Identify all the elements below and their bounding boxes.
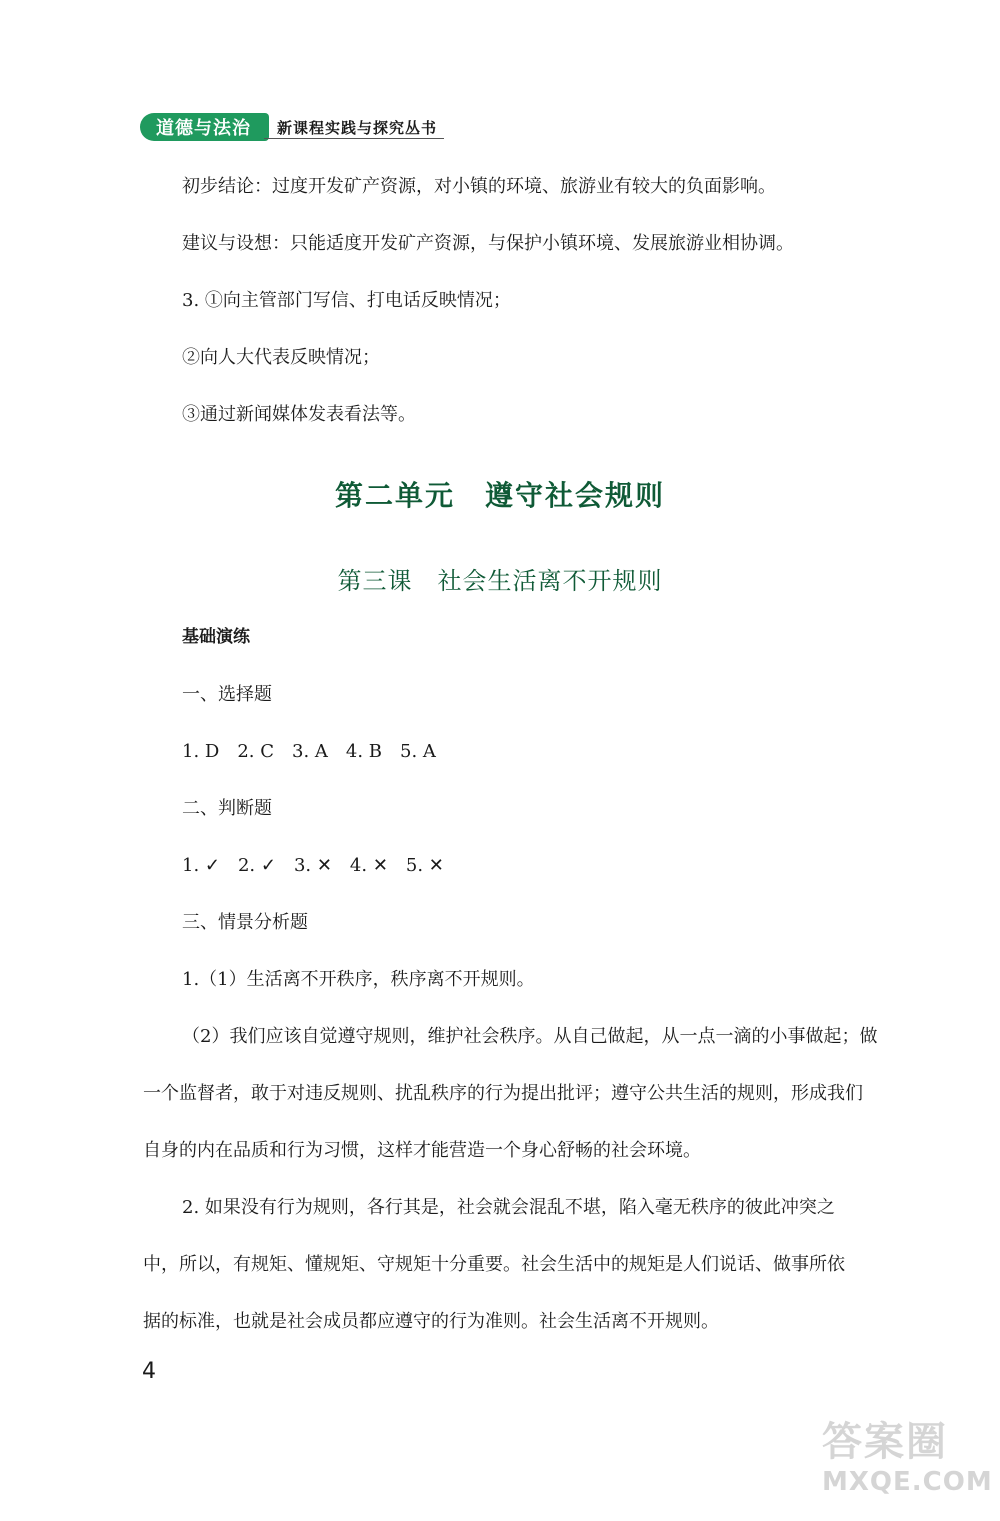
choice-heading: 一、选择题 (182, 684, 272, 705)
watermark-top: 答案圈 (822, 1419, 948, 1465)
analysis-q1b-line1: （2）我们应该自觉遵守规则，维护社会秩序。从自己做起，从一点一滴的小事做起；做 (182, 1026, 878, 1047)
judge-heading: 二、判断题 (182, 798, 272, 819)
lesson-title: 第三课 社会生活离不开规则 (337, 567, 663, 595)
series-title: 新课程实践与探究丛书 (277, 118, 438, 137)
judge-answers: 1. ✓ 2. ✓ 3. ✕ 4. ✕ 5. ✕ (182, 855, 444, 876)
page-number: 4 (142, 1359, 156, 1384)
analysis-q2-line2: 中，所以，有规矩、懂规矩、守规矩十分重要。社会生活中的规矩是人们说话、做事所依 (143, 1254, 845, 1275)
conclusion-text: 初步结论：过度开发矿产资源，对小镇的环境、旅游业有较大的负面影响。 (182, 176, 776, 197)
subject-badge: 道德与法治 (140, 113, 269, 141)
choice-answers: 1. D 2. C 3. A 4. B 5. A (182, 741, 436, 762)
item-3c: ③通过新闻媒体发表看法等。 (182, 404, 416, 425)
unit-title: 第二单元 遵守社会规则 (334, 479, 665, 512)
watermark (822, 1418, 992, 1510)
analysis-q2-line3: 据的标准，也就是社会成员都应遵守的行为准则。社会生活离不开规则。 (143, 1311, 719, 1332)
analysis-heading: 三、情景分析题 (182, 912, 308, 933)
analysis-q1a: 1.（1）生活离不开秩序，秩序离不开规则。 (182, 969, 535, 990)
item-3b: ②向人大代表反映情况； (182, 347, 380, 368)
analysis-q2-line1: 2. 如果没有行为规则，各行其是，社会就会混乱不堪，陷入毫无秩序的彼此冲突之 (182, 1197, 835, 1218)
analysis-q1b-line3: 自身的内在品质和行为习惯，这样才能营造一个身心舒畅的社会环境。 (143, 1140, 701, 1161)
watermark-bottom: MXQE.COM (822, 1467, 993, 1497)
item-3a: 3. ①向主管部门写信、打电话反映情况； (182, 290, 511, 311)
section-heading: 基础演练 (182, 627, 250, 647)
header-underline (264, 138, 444, 139)
analysis-q1b-line2: 一个监督者，敢于对违反规则、扰乱秩序的行为提出批评；遵守公共生活的规则，形成我们 (143, 1083, 863, 1104)
suggestion-text: 建议与设想：只能适度开发矿产资源，与保护小镇环境、发展旅游业相协调。 (182, 233, 794, 254)
